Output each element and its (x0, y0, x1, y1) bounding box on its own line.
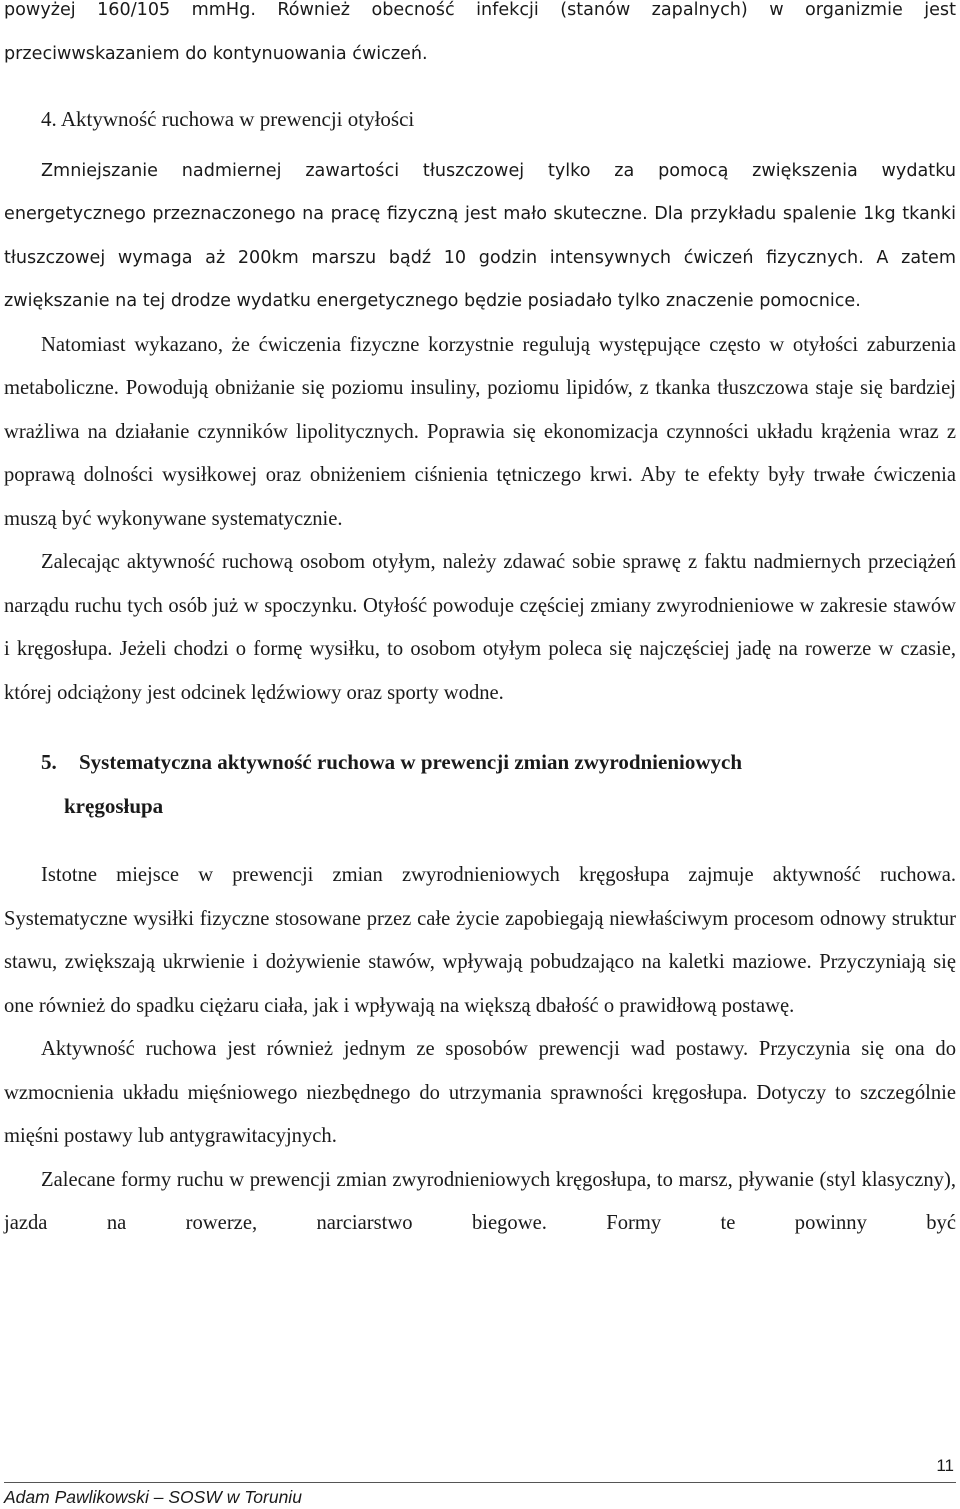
section-4-paragraph-2: Natomiast wykazano, że ćwiczenia fizyczne korzystnie regulują występujące często w otyłości zaburzenia metaboliczne. Powodują obniżanie się poziomu insuliny, poziomu lipidów, z tkanka tłuszczowa staje się bardziej wrażliwa na działanie czynników lipolitycznych. Poprawia się ekonomizacja czynności układu krążenia wraz z poprawą dolności wysiłkowej oraz obniżeniem ciśnienia tętniczego krwi. Aby te efekty były trwałe ćwiczenia muszą być wykonywane systematycznie. (4, 333, 956, 530)
section-5-paragraph-2: Aktywność ruchowa jest również jednym ze sposobów prewencji wad postawy. Przyczynia się ona do wzmocnienia układu mięśniowego niezbędnego do utrzymania sprawności kręgosłupa. Dotyczy to szczególnie mięśni postawy lub antygrawitacyjnych. (4, 1038, 956, 1147)
section-5-title-line-1: Systematyczna aktywność ruchowa w prewencji zmian zwyrodnieniowych (79, 750, 743, 774)
section-4-paragraph-1: Zmniejszanie nadmiernej zawartości tłuszczowej tylko za pomocą zwiększenia wydatku energetycznego przeznaczonego na pracę fizyczną jest mało skuteczne. Dla przykładu spalenie 1kg tkanki tłuszczowej wymaga aż 200km marszu bądź 10 godzin intensywnych ćwiczeń fizycznych. A zatem zwiększanie na tej drodze wydatku energetycznego będzie posiadało tylko znaczenie pomocnice. (4, 160, 956, 311)
footer-author: Adam Pawlikowski – SOSW w Toruniu (4, 1487, 302, 1507)
footer-divider (4, 1482, 956, 1483)
section-5-number: 5. (41, 750, 57, 774)
section-5-title-line-2: kręgosłupa (64, 793, 164, 818)
section-5-paragraph-1: Istotne miejsce w prewencji zmian zwyrodnieniowych kręgosłupa zajmuje aktywność ruchowa. Systematyczne wysiłki fizyczne stosowane przez całe życie zapobiegają niewłaściwym procesom odnowy struktur stawu, zwiększają ukrwienie i dożywienie stawów, wpływają pobudzająco na kaletki maziowe. Przyczyniają się one również do spadku ciężaru ciała, jak i wpływają na większą dbałość o prawidłową postawę. (4, 864, 956, 1017)
section-4-number: 4. (41, 107, 57, 131)
section-4-heading (4, 98, 956, 142)
intro-paragraph: powyżej 160/105 mmHg. Również obecność infekcji (stanów zapalnych) w organizmie jest przeciwwskazaniem do kontynuowania ćwiczeń. (4, 0, 956, 64)
page-number: 11 (936, 1456, 954, 1475)
section-5-heading (4, 741, 956, 828)
section-5-paragraph-3: Zalecane formy ruchu w prewencji zmian zwyrodnieniowych kręgosłupa, to marsz, pływanie (styl klasyczny), jazda na rowerze, narciarstwo biegowe. Formy te powinny być (4, 1168, 956, 1234)
section-4-title: Aktywność ruchowa w prewencji otyłości (60, 107, 415, 131)
document-page (4, 0, 956, 1246)
section-4-paragraph-3: Zalecając aktywność ruchową osobom otyłym, należy zdawać sobie sprawę z faktu nadmiernych przeciążeń narządu ruchu tych osób już w spoczynku. Otyłość powoduje częściej zmiany zwyrodnieniowe w zakresie stawów i kręgosłupa. Jeżeli chodzi o formę wysiłku, to osobom otyłym poleca się najczęściej jadę na rowerze w czasie, której odciążony jest odcinek lędźwiowy oraz sporty wodne. (4, 551, 956, 704)
